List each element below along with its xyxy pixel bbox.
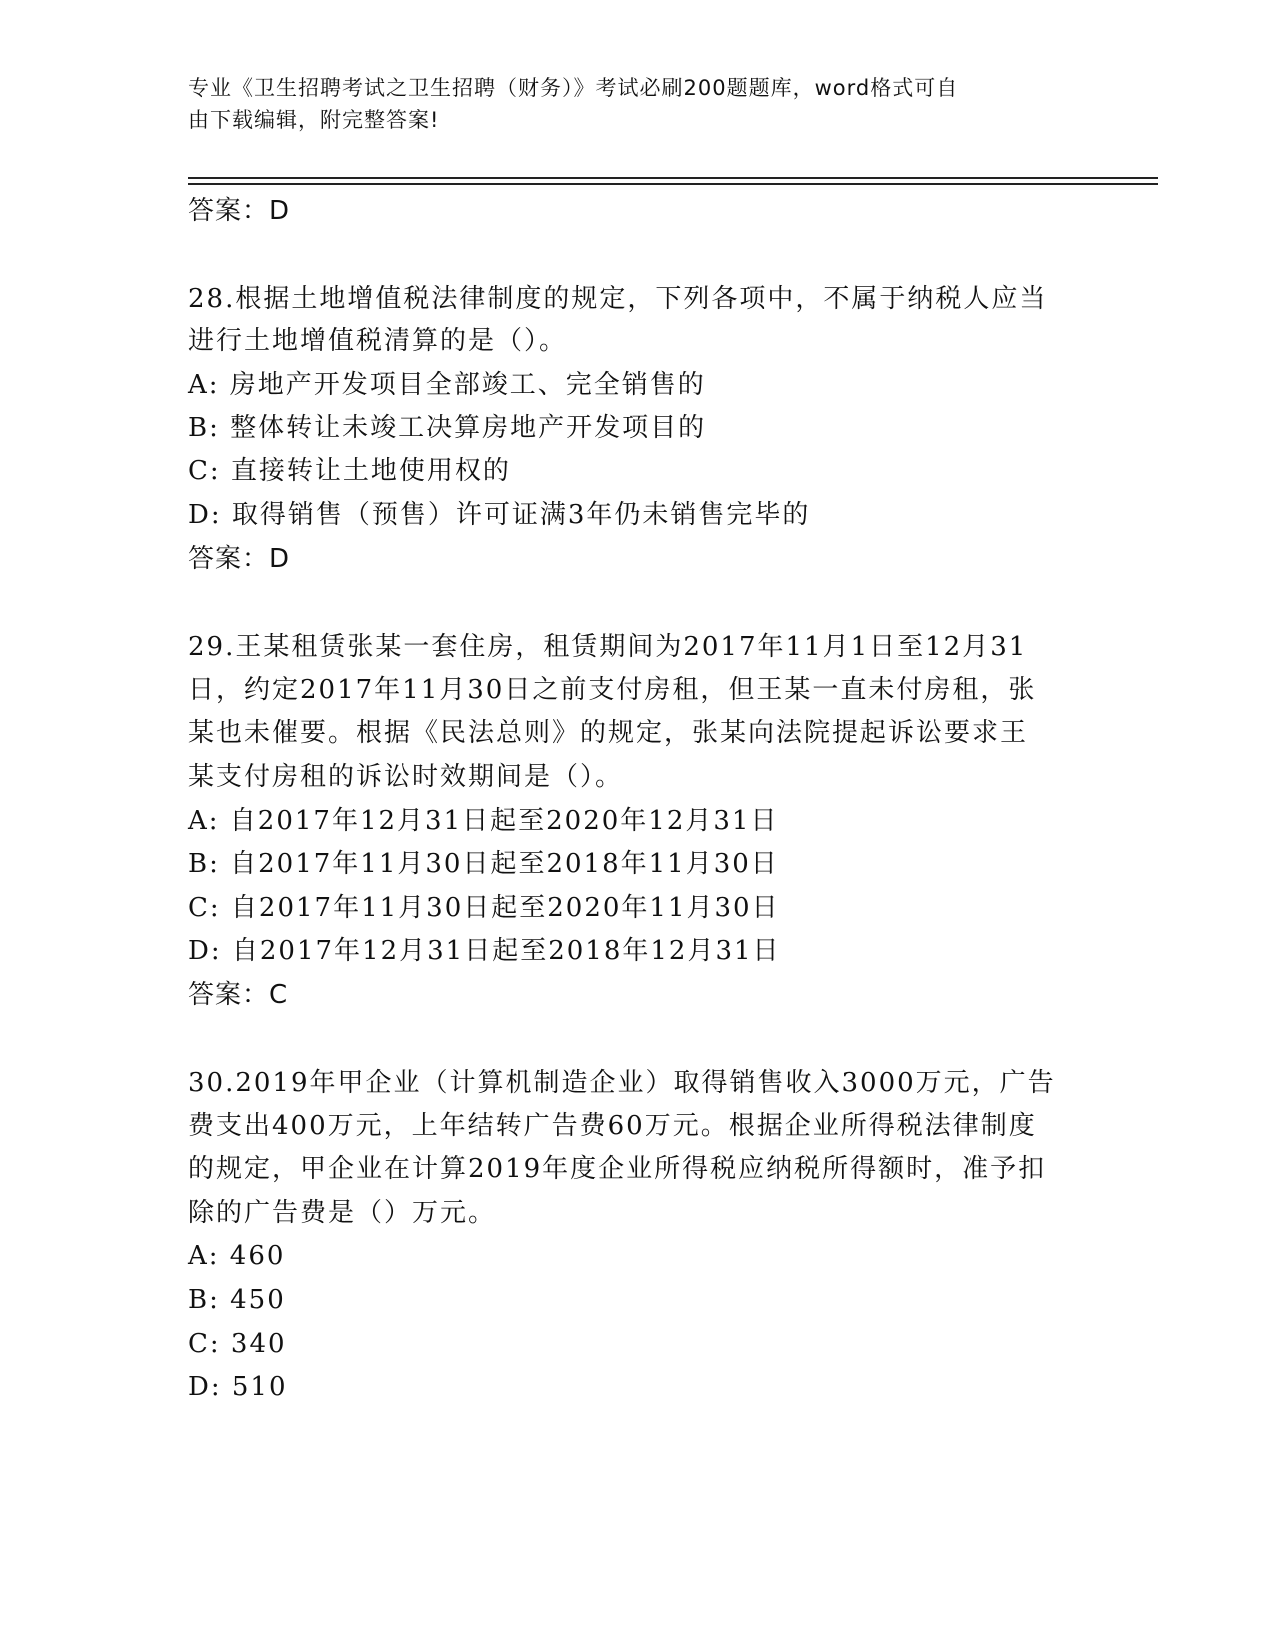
q29-stem-line-1: 29.王某租赁张某一套住房，租赁期间为2017年11月1日至12月31 bbox=[188, 632, 1028, 662]
q30-option-c: C: 340 bbox=[188, 1329, 287, 1359]
q29-answer: 答案：C bbox=[188, 980, 289, 1010]
header-divider-bottom bbox=[188, 183, 1158, 185]
document-header bbox=[188, 72, 1068, 136]
q28-stem-line-1: 28.根据土地增值税法律制度的规定，下列各项中，不属于纳税人应当 bbox=[188, 284, 1048, 314]
header-line-2: 由下载编辑，附完整答案! bbox=[188, 108, 440, 132]
q29-stem-line-3: 某也未催要。根据《民法总则》的规定，张某向法院提起诉讼要求王 bbox=[188, 718, 1029, 748]
q28-answer: 答案：D bbox=[188, 544, 291, 574]
q29-option-b: B: 自2017年11月30日起至2018年11月30日 bbox=[188, 849, 779, 879]
q29-option-d: D: 自2017年12月31日起至2018年12月31日 bbox=[188, 936, 781, 966]
q28-option-d: D: 取得销售（预售）许可证满3年仍未销售完毕的 bbox=[188, 500, 811, 530]
q28-stem-line-2: 进行土地增值税清算的是（）。 bbox=[188, 326, 568, 356]
q30-stem-line-1: 30.2019年甲企业（计算机制造企业）取得销售收入3000万元，广告 bbox=[188, 1068, 1056, 1098]
q30-stem-line-3: 的规定，甲企业在计算2019年度企业所得税应纳税所得额时，准予扣 bbox=[188, 1154, 1047, 1184]
q29-stem-line-4: 某支付房租的诉讼时效期间是（）。 bbox=[188, 762, 624, 792]
q30-stem-line-2: 费支出400万元，上年结转广告费60万元。根据企业所得税法律制度 bbox=[188, 1111, 1037, 1141]
header-divider-top bbox=[188, 177, 1158, 179]
q29-option-a: A: 自2017年12月31日起至2020年12月31日 bbox=[188, 806, 779, 836]
q29-stem-line-2: 日，约定2017年11月30日之前支付房租，但王某一直未付房租，张 bbox=[188, 675, 1037, 705]
q30-stem-line-4: 除的广告费是（）万元。 bbox=[188, 1198, 497, 1228]
q28-option-a: A: 房地产开发项目全部竣工、完全销售的 bbox=[188, 370, 706, 400]
q30-option-d: D: 510 bbox=[188, 1372, 288, 1402]
q30-option-b: B: 450 bbox=[188, 1285, 286, 1315]
q28-option-b: B: 整体转让未竣工决算房地产开发项目的 bbox=[188, 413, 707, 443]
header-line-1: 专业《卫生招聘考试之卫生招聘（财务）》考试必刷200题题库，word格式可自 bbox=[188, 76, 959, 100]
previous-answer: 答案：D bbox=[188, 196, 291, 226]
q29-option-c: C: 自2017年11月30日起至2020年11月30日 bbox=[188, 893, 780, 923]
q28-option-c: C: 直接转让土地使用权的 bbox=[188, 456, 511, 486]
q30-option-a: A: 460 bbox=[188, 1241, 286, 1271]
